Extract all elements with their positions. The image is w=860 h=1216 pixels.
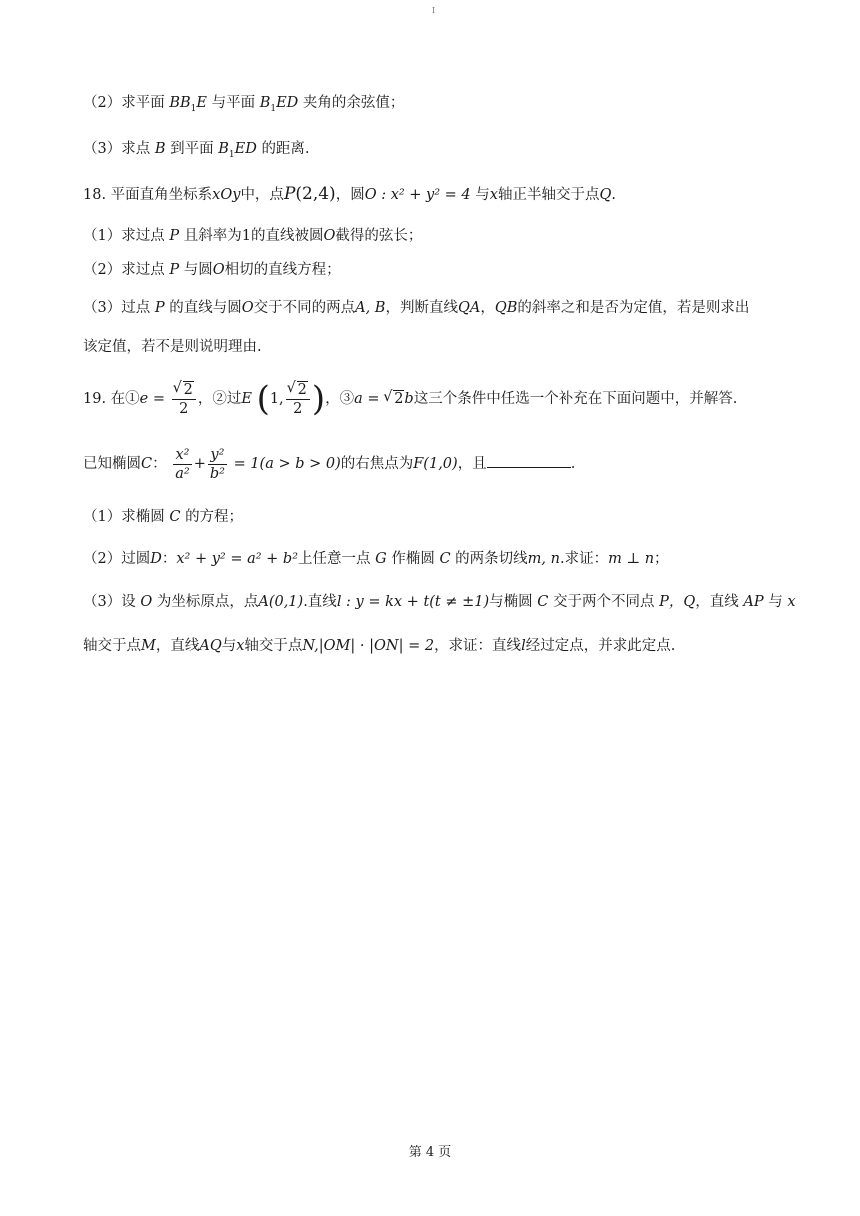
- q19-stem: 19. 在①e = √ $\frac{2}{2}$ ，②过E (1, √ $\frac{2}{2}$ )，③a = √ 2b这三个条件中任选一个补充在下面问题中，并解答.: [83, 379, 800, 419]
- math: D: [150, 551, 162, 567]
- fraction-sqrt2-over-2: √ $\frac{2}{2}$: [172, 381, 196, 418]
- text: ：: [152, 456, 167, 472]
- text: 平面直角坐标系: [110, 187, 213, 203]
- math: m ⊥ n: [608, 551, 655, 567]
- math: A(0,1): [258, 594, 304, 610]
- sqrt-2: √ 2: [384, 379, 404, 419]
- text: ，②过: [197, 391, 242, 407]
- text: （3）设: [83, 594, 136, 610]
- text: 的斜率之和是否为定值，若是则求出: [517, 300, 750, 316]
- text: （3）求点: [83, 141, 151, 157]
- text: ，求证：直线: [434, 638, 522, 654]
- math: C: [141, 456, 153, 472]
- math: O: [212, 262, 225, 278]
- fraction-sqrt2-over-2: √ $\frac{2}{2}$: [286, 381, 310, 418]
- fraction-y2-b2: $\frac{\text{y²}}{\text{b²}}$: [209, 446, 225, 482]
- text: ；: [654, 551, 669, 567]
- fraction-x2-a2: $\frac{\text{x²}}{\text{a²}}$: [175, 446, 190, 482]
- math: P: [169, 228, 180, 244]
- text: ，直线: [695, 594, 739, 610]
- math: O: [323, 228, 336, 244]
- math: x: [236, 638, 245, 654]
- text: 中，点: [240, 187, 284, 203]
- math: 1: [241, 228, 251, 244]
- math: x: [489, 187, 498, 203]
- text: 轴交于点: [244, 638, 303, 654]
- text: 截得的弦长；: [335, 228, 423, 244]
- text: 已知椭圆: [83, 456, 141, 472]
- math: (2,4): [295, 184, 336, 204]
- text: 与: [475, 187, 490, 203]
- math: F(1,0): [413, 456, 458, 472]
- math: C: [439, 551, 451, 567]
- text: 的直线与圆: [169, 300, 242, 316]
- math: Q: [599, 187, 612, 203]
- text: 的右焦点为: [340, 456, 414, 472]
- text: 与椭圆: [489, 594, 533, 610]
- plane-b1ed: $B_1ED$: [259, 95, 299, 114]
- question-number: 18.: [83, 187, 107, 203]
- math: P，Q: [659, 594, 696, 610]
- q19-part3-line1: [83, 592, 800, 612]
- text: 相切的直线方程；: [224, 262, 341, 278]
- q18-part2: [83, 260, 800, 280]
- math: O : x² + y² = 4: [364, 187, 471, 203]
- q17-part3: [83, 139, 800, 165]
- text: 交于不同的两点: [253, 300, 356, 316]
- q19-part3-line2: [83, 636, 800, 656]
- math: |OM| · |ON| = 2: [318, 638, 435, 654]
- q18-part3-line1: [83, 298, 800, 318]
- text: ，且: [457, 456, 487, 472]
- text: 经过定点，并求此定点.: [525, 638, 676, 654]
- text: 为坐标原点，点: [156, 594, 259, 610]
- text: （1）求椭圆: [83, 509, 165, 525]
- q18-part3-line2: 该定值，若不是则说明理由.: [83, 339, 262, 355]
- math: N,: [302, 638, 319, 654]
- q19-given: [83, 444, 800, 484]
- math: m, n: [527, 551, 560, 567]
- math: xOy: [212, 187, 241, 203]
- q19-part2: [83, 549, 800, 569]
- plane-bb1e: $BB_1E$: [169, 95, 207, 114]
- text: .求证：: [559, 551, 609, 567]
- text: 轴正半轴交于点: [497, 187, 600, 203]
- text: （2）过圆: [83, 551, 151, 567]
- plane-b1ed: $B_1ED$: [218, 141, 257, 160]
- math: x: [787, 594, 796, 610]
- question-number: 19.: [83, 391, 107, 407]
- q18-part1: [83, 226, 800, 246]
- text: .: [570, 456, 576, 472]
- text: 的两条切线: [455, 551, 528, 567]
- math: +: [193, 456, 206, 472]
- math: O: [140, 594, 153, 610]
- math: 1,: [269, 391, 284, 407]
- math: AP: [743, 594, 764, 610]
- page-top-mark: I: [432, 6, 436, 15]
- text: ，③: [325, 391, 355, 407]
- text: ，直线: [155, 638, 200, 654]
- math: = 1(a > b > 0): [233, 456, 341, 472]
- q18-stem: [83, 184, 800, 205]
- math: a =: [354, 391, 380, 407]
- math: P: [169, 262, 180, 278]
- math: b: [404, 391, 414, 407]
- math: QB: [494, 300, 518, 316]
- math: QA: [457, 300, 481, 316]
- math: l: [521, 638, 526, 654]
- text: 的直线被圆: [250, 228, 324, 244]
- math: C: [169, 509, 181, 525]
- text: 且斜率为: [183, 228, 242, 244]
- text: 交于两个不同点: [552, 594, 655, 610]
- text: （2）求过点: [83, 262, 165, 278]
- math: AQ: [199, 638, 222, 654]
- q17-part2: [83, 93, 800, 119]
- math: C: [537, 594, 549, 610]
- math: P: [154, 300, 165, 316]
- text: 轴交于点: [83, 638, 141, 654]
- text: .直线: [303, 594, 337, 610]
- math: x² + y² = a² + b²: [176, 551, 299, 567]
- math: B: [154, 141, 166, 157]
- page-footer: 第 4 页: [408, 1145, 452, 1160]
- text: ，: [480, 300, 495, 316]
- text: （2）求平面: [83, 95, 165, 111]
- text: （3）过点: [83, 300, 151, 316]
- text: 的距离.: [261, 141, 310, 157]
- text: 这三个条件中任选一个补充在下面问题中，并解答.: [413, 391, 738, 407]
- text: 到平面: [170, 141, 214, 157]
- q19-part1: [83, 507, 800, 527]
- math: A, B: [355, 300, 386, 316]
- text: ，判断直线: [385, 300, 458, 316]
- math: l : y = kx + t(t ≠ ±1): [336, 594, 490, 610]
- text: 在①: [110, 391, 140, 407]
- text: 作椭圆: [391, 551, 435, 567]
- answer-blank: [487, 453, 571, 468]
- text: 与: [221, 638, 237, 654]
- text: 夹角的余弦值；: [302, 95, 405, 111]
- text: 上任意一点: [298, 551, 371, 567]
- math: E: [241, 391, 252, 407]
- text: 与圆: [183, 262, 213, 278]
- math: e =: [139, 391, 166, 407]
- text: .: [611, 187, 616, 203]
- text: （1）求过点: [83, 228, 165, 244]
- text: 与: [768, 594, 783, 610]
- math: M: [141, 638, 156, 654]
- math: P: [283, 184, 296, 204]
- math: G: [375, 551, 387, 567]
- text: ：: [161, 551, 177, 567]
- text: 的方程；: [185, 509, 244, 525]
- text: 与平面: [211, 95, 256, 111]
- math: O: [241, 300, 254, 316]
- text: ，圆: [335, 187, 365, 203]
